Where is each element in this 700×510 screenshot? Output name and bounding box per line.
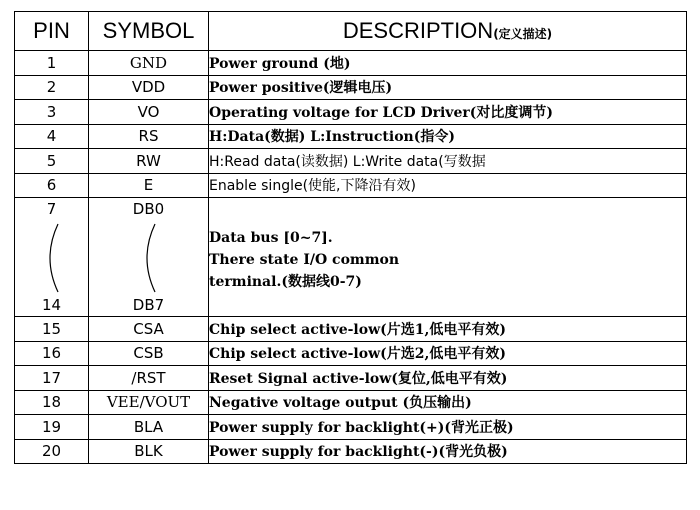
pin-description: H:Read data(读数据) L:Write data(写数据 <box>209 149 687 174</box>
pin-number: 18 <box>15 390 89 415</box>
pin-symbol: CSA <box>89 317 209 342</box>
table-row <box>15 439 687 464</box>
symbol-range-end: DB7 <box>132 296 165 314</box>
range-bracket-icon <box>137 222 161 294</box>
pin-number: 5 <box>15 149 89 174</box>
pin-description: Chip select active-low(片选2,低电平有效) <box>209 341 687 366</box>
table-row <box>15 149 687 174</box>
table-row <box>15 317 687 342</box>
pin-number: 6 <box>15 173 89 198</box>
pin-symbol: RW <box>89 149 209 174</box>
pin-symbol: BLK <box>89 439 209 464</box>
pin-description: H:Data(数据) L:Instruction(指令) <box>209 124 687 149</box>
pin-number: 20 <box>15 439 89 464</box>
header-pin: PIN <box>15 12 89 51</box>
pin-description: Power supply for backlight(+)(背光正极) <box>209 415 687 440</box>
table-row <box>15 366 687 391</box>
table-row <box>15 173 687 198</box>
pin-description: Power supply for backlight(-)(背光负极) <box>209 439 687 464</box>
pin-number: 17 <box>15 366 89 391</box>
description-line: Data bus [0~7]. <box>209 230 333 246</box>
pin-symbol: CSB <box>89 341 209 366</box>
symbol-range-start: DB0 <box>132 200 165 218</box>
table-row <box>15 75 687 100</box>
table-row <box>15 390 687 415</box>
table-row <box>15 415 687 440</box>
table-row <box>15 51 687 76</box>
pin-range-start: 7 <box>46 200 57 218</box>
pin-symbol: /RST <box>89 366 209 391</box>
description-line: terminal.(数据线0-7) <box>209 274 362 290</box>
pin-number: 1 <box>15 51 89 76</box>
pin-number: 2 <box>15 75 89 100</box>
pin-number: 16 <box>15 341 89 366</box>
pin-symbol: VDD <box>89 75 209 100</box>
pin-description <box>209 198 687 317</box>
header-row <box>15 12 687 51</box>
header-description-cn: (定义描述) <box>493 27 553 41</box>
description-line: There state I/O common <box>209 252 400 268</box>
pin-description: Enable single(使能,下降沿有效) <box>209 173 687 198</box>
header-description-en: DESCRIPTION <box>342 18 494 43</box>
pin-symbol: BLA <box>89 415 209 440</box>
pin-symbol: RS <box>89 124 209 149</box>
table-row <box>15 124 687 149</box>
pin-number: 15 <box>15 317 89 342</box>
pin-symbol: VO <box>89 100 209 125</box>
pin-number: 3 <box>15 100 89 125</box>
pin-symbol: GND <box>89 51 209 76</box>
table-row <box>15 100 687 125</box>
pin-symbol: VEE/VOUT <box>89 390 209 415</box>
pin-definition-table <box>14 11 687 464</box>
header-symbol: SYMBOL <box>89 12 209 51</box>
pin-description: Power ground (地) <box>209 51 687 76</box>
pin-number: 4 <box>15 124 89 149</box>
pin-symbol: E <box>89 173 209 198</box>
range-bracket-icon <box>40 222 64 294</box>
pin-range-end: 14 <box>41 296 62 314</box>
pin-description: Reset Signal active-low(复位,低电平有效) <box>209 366 687 391</box>
header-description <box>209 12 687 51</box>
pin-symbol-range <box>89 198 209 317</box>
pin-number-range <box>15 198 89 317</box>
pin-description: Chip select active-low(片选1,低电平有效) <box>209 317 687 342</box>
table-row <box>15 341 687 366</box>
pin-number: 19 <box>15 415 89 440</box>
pin-description: Power positive(逻辑电压) <box>209 75 687 100</box>
pin-description: Negative voltage output (负压输出) <box>209 390 687 415</box>
pin-description: Operating voltage for LCD Driver(对比度调节) <box>209 100 687 125</box>
table-row-data-bus <box>15 198 687 317</box>
